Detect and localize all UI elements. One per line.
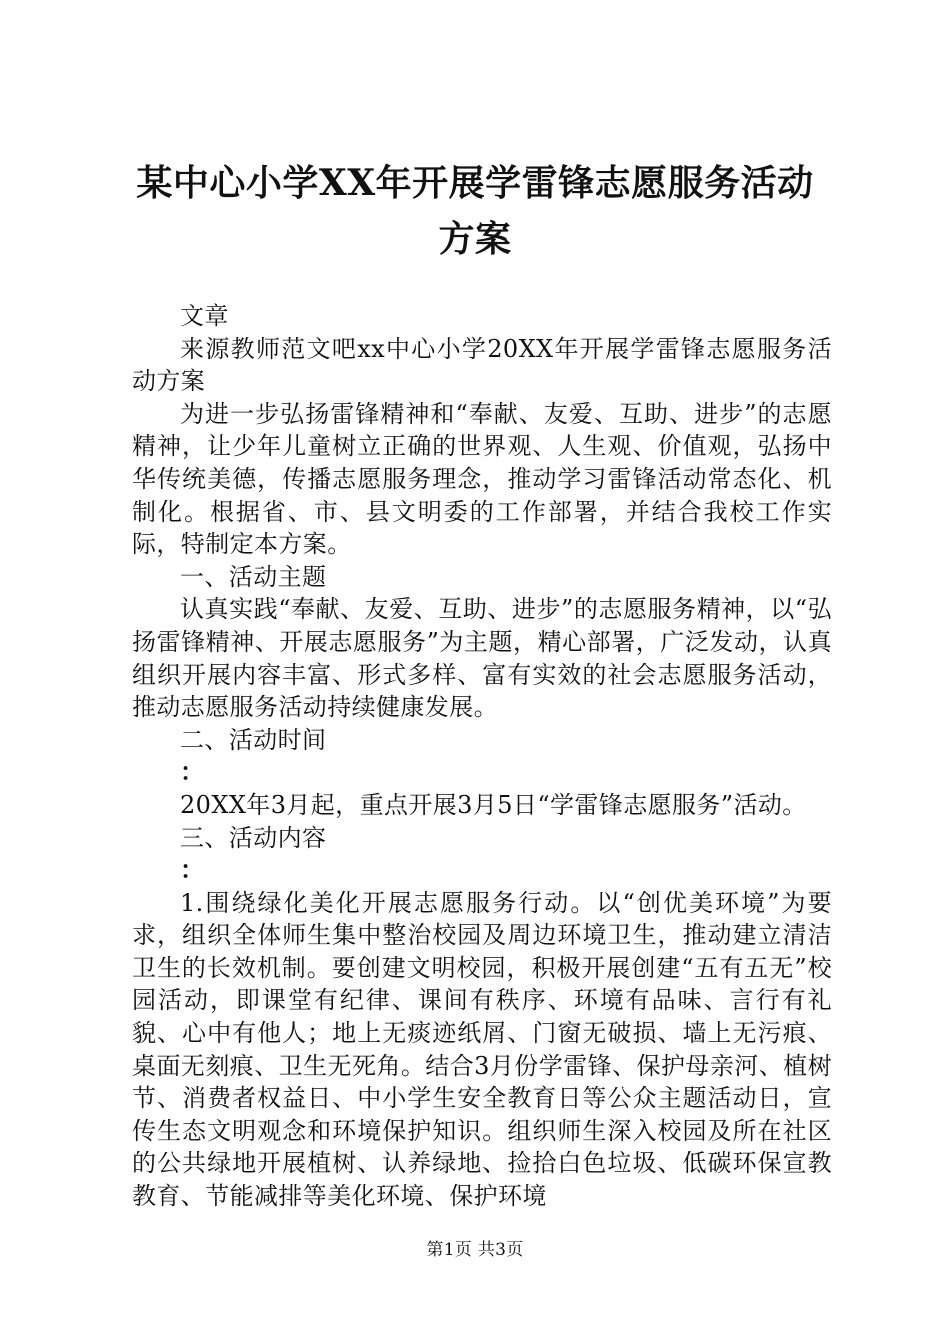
paragraph-activity-theme: 认真实践“奉献、友爱、互助、进步”的志愿服务精神，以“弘扬雷锋精神、开展志愿服务”为主题，精心部署，广泛发动，认真组织开展内容丰富、形式多样、富有实效的社会志愿服务活动，推动志愿服务活动持续健康发展。 — [132, 595, 832, 722]
document-title: 某中心小学XX年开展学雷锋志愿服务活动方案 — [136, 162, 814, 260]
heading-activity-theme: 一、活动主题 — [180, 562, 327, 591]
document-body — [132, 300, 832, 1213]
colon-line: ： — [180, 855, 205, 885]
colon-line: ： — [180, 757, 205, 787]
page-footer: 第1页 共3页 — [426, 1240, 524, 1260]
paragraph-source: 来源教师范文吧xx中心小学20XX年开展学雷锋志愿服务活动方案 — [132, 334, 832, 396]
paragraph-activity-time: 20XX年3月起，重点开展3月5日“学雷锋志愿服务”活动。 — [180, 790, 807, 819]
heading-activity-content: 三、活动内容 — [180, 823, 327, 852]
paragraph-intro: 为进一步弘扬雷锋精神和“奉献、友爱、互助、进步”的志愿精神，让少年儿童树立正确的世界观、人生观、价值观，弘扬中华传统美德，传播志愿服务理念，推动学习雷锋活动常态化、机制化。根据省、市、县文明委的工作部署，并结合我校工作实际，特制定本方案。 — [132, 399, 832, 559]
heading-activity-time: 二、活动时间 — [180, 725, 327, 754]
paragraph-article-label: 文章 — [180, 302, 229, 330]
paragraph-activity-content-1: 1.围绕绿化美化开展志愿服务行动。以“创优美环境”为要求，组织全体师生集中整治校园及周边环境卫生，推动建立清洁卫生的长效机制。要创建文明校园，积极开展创建“五有五无”校园活动，即课堂有纪律、课间有秩序、环境有品味、言行有礼貌、心中有他人；地上无痰迹纸屑、门窗无破损、墙上无污痕、桌面无刻痕、卫生无死角。结合3月份学雷锋、保护母亲河、植树节、消费者权益日、中小学生安全教育日等公众主题活动日，宣传生态文明观念和环境保护知识。组织师生深入校园及所在社区的公共绿地开展植树、认养绿地、捡拾白色垃圾、低碳环保宣教教育、节能减排等美化环境、保护环境 — [132, 888, 832, 1211]
